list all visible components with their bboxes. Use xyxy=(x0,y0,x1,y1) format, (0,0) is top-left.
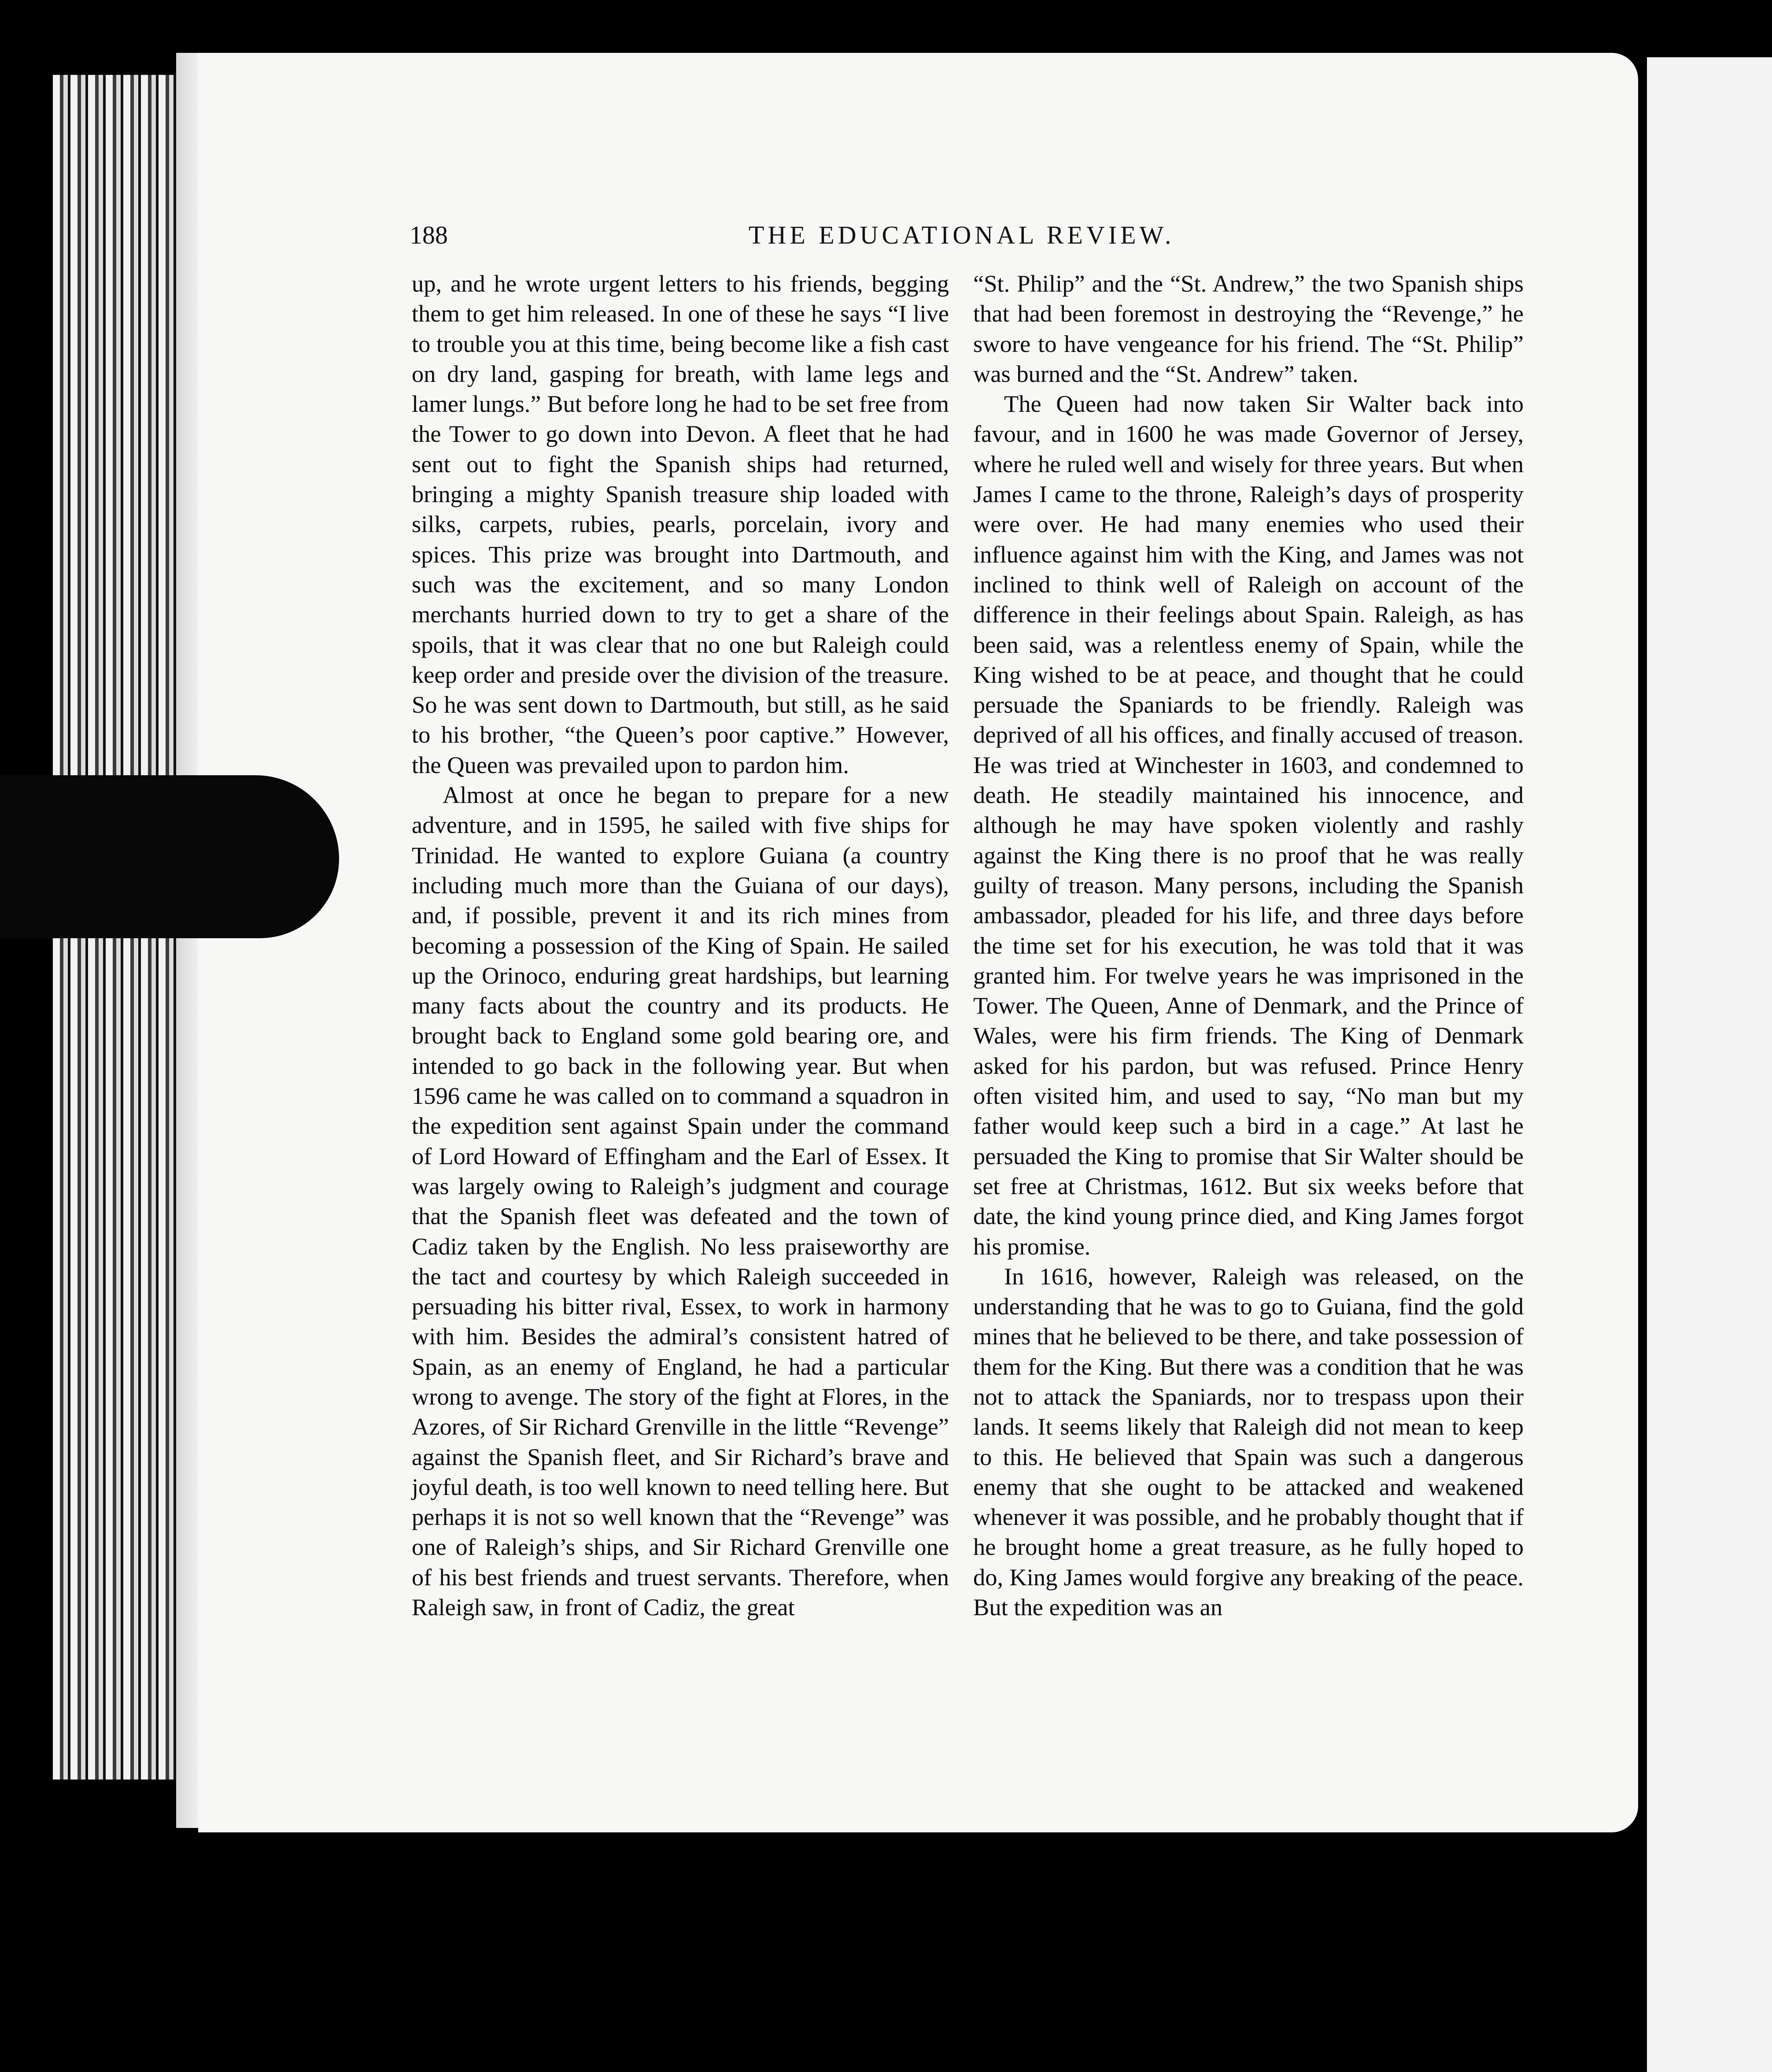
paragraph: In 1616, however, Raleigh was released, on the understanding that he was to go to Guiana, find the gold mines that he believed to be there, and take possession of them for the King. But there was a condition that he was not to attack the Spaniards, nor to trespass upon their lands. It seems likely that Raleigh did not mean to keep to this. He believed that Spain was such a dangerous enemy that she ought to be attacked and weakened whenever it was possible, and he probably thought that if he brought home a great treasure, as he fully hoped to do, King James would forgive any breaking of the peace. But the expedition was an xyxy=(973,1262,1524,1621)
left-column xyxy=(412,269,949,1622)
facing-page-edge xyxy=(1647,57,1772,2072)
running-header xyxy=(410,220,1519,260)
right-column xyxy=(973,269,1524,1622)
paragraph: The Queen had now taken Sir Walter back into favour, and in 1600 he was made Governor of Jersey, where he ruled well and wisely for three years. But when James I came to the throne, Raleigh’s days of prosperity were over. He had many enemies who used their influence against him with the King, and James was not inclined to think well of Raleigh on account of the difference in their feelings about Spain. Raleigh, as has been said, was a relentless enemy of Spain, while the King wished to be at peace, and thought that he could persuade the Spaniards to be friendly. Raleigh was deprived of all his offices, and finally accused of treason. He was tried at Winchester in 1603, and condemned to death. He steadily maintained his innocence, and although he may have spoken violently and rashly against the King there is no proof that he was really guilty of treason. Many persons, including the Spanish ambassador, pleaded for his life, and three days before the time set for his execution, he was told that it was granted him. For twelve years he was imprisoned in the Tower. The Queen, Anne of Denmark, and the Prince of Wales, were his firm friends. The King of Denmark asked for his pardon, but was refused. Prince Henry often visited him, and used to say, “No man but my father would keep such a bird in a cage.” At last he persuaded the King to promise that Sir Walter should be set free at Christmas, 1612. But six weeks before that date, the kind young prince died, and King James forgot his promise. xyxy=(973,390,1524,1260)
page-number: 188 xyxy=(410,221,448,249)
journal-title: THE EDUCATIONAL REVIEW. xyxy=(749,221,1175,249)
paragraph: Almost at once he began to prepare for a new adventure, and in 1595, he sailed with five ships for Trinidad. He wanted to explore Guiana (a country including much more than the Guiana of our days), and, if possible, prevent it and its rich mines from becoming a possession of the King of Spain. He sailed up the Orinoco, enduring great hardships, but learning many facts about the country and its products. He brought back to England some gold bearing ore, and intended to go back in the following year. But when 1596 came he was called on to command a squadron in the expedition sent against Spain under the command of Lord Howard of Effingham and the Earl of Essex. It was largely owing to Raleigh’s judgment and courage that the Spanish fleet was defeated and the town of Cadiz taken by the English. No less praiseworthy are the tact and courtesy by which Raleigh succeeded in persuading his bitter rival, Essex, to work in harmony with him. Besides the admiral’s consistent hatred of Spain, as an enemy of England, he had a particular wrong to avenge. The story of the fight at Flores, in the Azores, of Sir Richard Grenville in the little “Revenge” against the Spanish fleet, and Sir Richard’s brave and joyful death, is too well known to need telling here. But perhaps it is not so well known that the “Revenge” was one of Raleigh’s ships, and Sir Richard Grenville one of his best friends and truest servants. Therefore, when Raleigh saw, in front of Cadiz, the great xyxy=(412,781,949,1621)
paragraph: up, and he wrote urgent letters to his friends, begging them to get him released. In one of these he says “I live to trouble you at this time, being become like a fish cast on dry land, gasping for breath, with lame legs and lamer lungs.” But before long he had to be set free from the Tower to go down into Devon. A fleet that he had sent out to fight the Spanish ships had returned, bringing a mighty Spanish treasure ship loaded with silks, carpets, rubies, pearls, porcelain, ivory and spices. This prize was brought into Dartmouth, and such was the excitement, and so many London merchants hurried down to try to get a share of the spoils, that it was clear that no one but Raleigh could keep order and preside over the division of the treasure. So he was sent down to Dartmouth, but still, as he said to his brother, “the Queen’s poor captive.” However, the Queen was prevailed upon to pardon him. xyxy=(412,270,949,778)
paragraph: “St. Philip” and the “St. Andrew,” the two Spanish ships that had been foremost in destroying the “Revenge,” he swore to have vengeance for his friend. The “St. Philip” was burned and the “St. Andrew” taken. xyxy=(973,270,1524,387)
finger-shadow xyxy=(0,775,339,938)
